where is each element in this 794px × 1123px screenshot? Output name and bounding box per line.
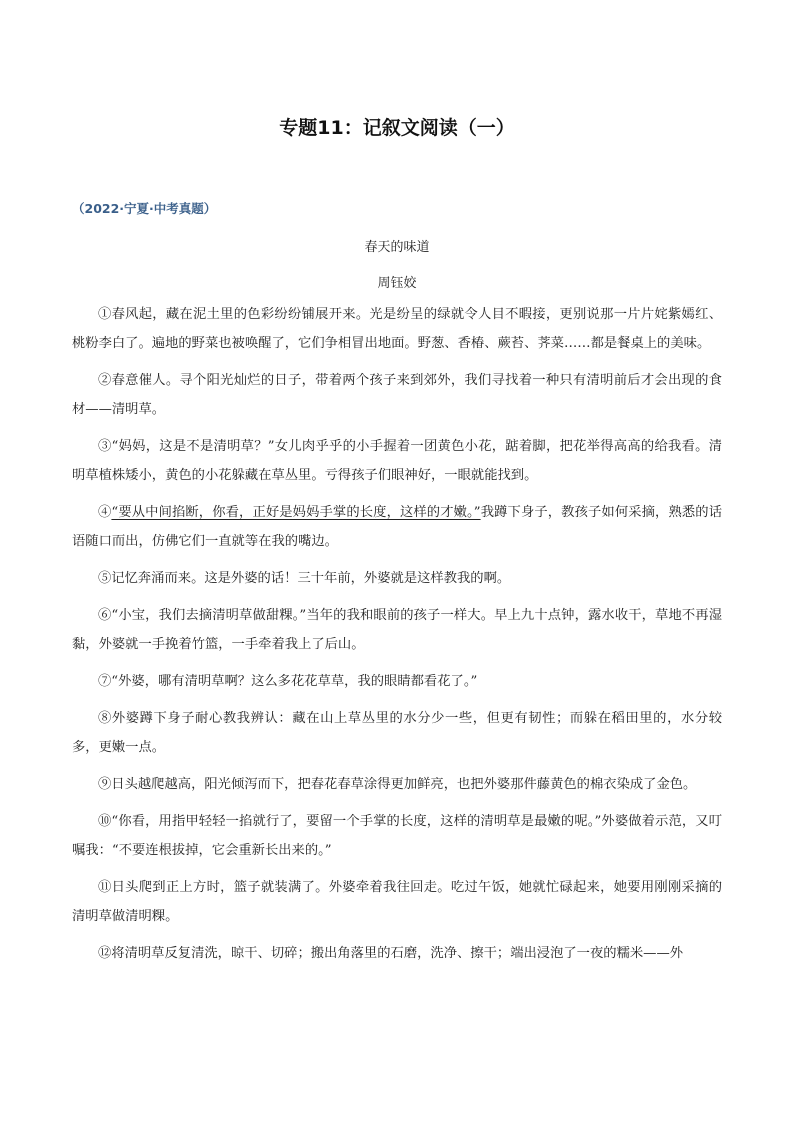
paragraph-4-number: ④: [98, 505, 112, 520]
paragraph-7: ⑦“外婆，哪有清明草啊？这么多花花草草，我的眼睛都看花了。”: [98, 674, 478, 689]
paragraph-4: [72, 498, 722, 556]
article-body: [72, 300, 722, 976]
paragraph-1: ①春风起，藏在泥土里的色彩纷纷铺展开来。光是纷呈的绿就令人目不暇接，更别说那一片片姹紫嫣红、桃粉李白了。遍地的野菜也被唤醒了，它们争相冒出地面。野葱、香椿、蕨苔、荠菜……都是餐桌上的美味。: [72, 307, 722, 351]
article-author: 周钰姣: [377, 276, 417, 291]
paragraph-5: ⑤记忆奔涌而来。这是外婆的话！三十年前，外婆就是这样教我的啊。: [98, 571, 511, 586]
paragraph-4-text: 我蹲下身子，教孩子如何采摘，熟悉的话语随口而出，仿佛它们一直就等在我的嘴边。: [72, 505, 723, 549]
paragraph-10: ⑩“你看，用指甲轻轻一掐就行了，要留一个手掌的长度，这样的清明草是最嫩的呢。”外婆做着示范，又叮嘱我：“不要连根拔掉，它会重新长出来的。”: [72, 814, 722, 858]
paragraph-11: ⑪日头爬到正上方时，篮子就装满了。外婆牵着我往回走。吃过午饭，她就忙碌起来，她要用刚刚采摘的清明草做清明粿。: [72, 880, 722, 924]
paragraph-2: ②春意催人。寻个阳光灿烂的日子，带着两个孩子来到郊外，我们寻找着一种只有清明前后才会出现的食材——清明草。: [72, 373, 722, 417]
exam-source-label: （2022·宁夏·中考真题）: [72, 201, 217, 216]
paragraph-3: ③“妈妈，这是不是清明草？”女儿肉乎乎的小手握着一团黄色小花，踮着脚，把花举得高高的给我看。清明草植株矮小，黄色的小花躲藏在草丛里。亏得孩子们眼神好，一眼就能找到。: [72, 439, 722, 483]
paragraph-6: ⑥“小宝，我们去摘清明草做甜粿。”当年的我和眼前的孩子一样大。早上九十点钟，露水收干，草地不再湿黏，外婆就一手挽着竹篮，一手牵着我上了后山。: [72, 608, 722, 652]
underlined-sentence: “要从中间掐断，你看，正好是妈妈手掌的长度，这样的才嫩。”: [111, 505, 481, 520]
paragraph-12: ⑫将清明草反复清洗，晾干、切碎；搬出角落里的石磨，洗净、擦干；端出浸泡了一夜的糯米——外: [98, 946, 684, 961]
paragraph-8: ⑧外婆蹲下身子耐心教我辨认：藏在山上草丛里的水分少一些，但更有韧性；而躲在稻田里的，水分较多，更嫩一点。: [72, 711, 722, 755]
article-title: 春天的味道: [364, 240, 430, 255]
paragraph-9: ⑨日头越爬越高，阳光倾泻而下，把春花春草涂得更加鲜亮，也把外婆那件藤黄色的棉衣染成了金色。: [98, 777, 697, 792]
page-title: 专题11：记叙文阅读（一）: [279, 117, 515, 139]
